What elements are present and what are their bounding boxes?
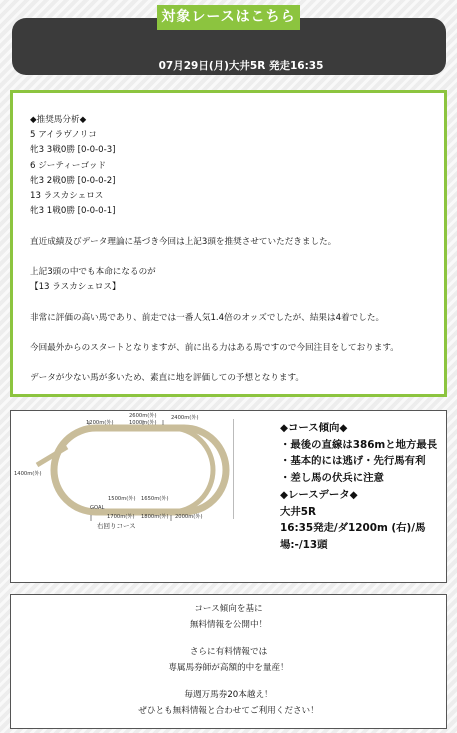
- analysis-panel: [10, 90, 447, 397]
- label-1650: 1650m(外): [141, 496, 169, 502]
- horse-1-name: 5 アイラヴノリコ: [30, 130, 97, 141]
- horse-1-record: 牝3 3戦0勝 [0-0-0-3]: [30, 145, 116, 156]
- course-divider: [233, 419, 234, 519]
- pick-horse: 【13 ラスカシェロス】: [30, 282, 121, 293]
- promo-line: ぜひとも無料情報と合わせてご利用ください！: [138, 705, 319, 716]
- analysis-paragraph-1: 直近成績及びデータ理論に基づき今回は上記3頭を推奨させていただきました。: [30, 236, 337, 247]
- promo-line: 毎週万馬券20本越え！: [184, 690, 273, 701]
- course-info: [280, 420, 445, 554]
- race-details: 16:35発走/ダ1200m (右)/馬場:-/13頭: [280, 522, 426, 551]
- label-2000: 2000m(外): [175, 514, 203, 520]
- promo-line: 専属馬券師が高額的中を量産！: [168, 662, 289, 673]
- track-diagram: [11, 411, 233, 582]
- label-1200: 1200m(外): [86, 420, 114, 426]
- horse-2-name: 6 ジーティーゴッド: [30, 160, 107, 171]
- label-2600: 2600m(外): [129, 413, 157, 419]
- label-2400: 2400m(外): [171, 415, 199, 421]
- label-goal: GOAL: [90, 505, 105, 511]
- direction-label: 右回りコース: [97, 522, 136, 530]
- race-name: 大井5R: [280, 505, 317, 518]
- course-trend-1: ・最後の直線は386mと地方最長: [280, 438, 438, 451]
- horse-3-record: 牝3 1戦0勝 [0-0-0-1]: [30, 206, 116, 217]
- analysis-paragraph-4: データが少ない馬が多いため、素直に地を評価しての予想となります。: [30, 373, 304, 384]
- horse-2-record: 牝3 2戦0勝 [0-0-0-2]: [30, 175, 116, 186]
- course-map: [11, 411, 233, 582]
- analysis-paragraph-2: 非常に評価の高い馬であり、前走では一番人気1.4倍のオッズでしたが、結果は4着でした。: [30, 312, 385, 323]
- label-1500: 1500m(外): [108, 496, 136, 502]
- promo-line: 無料情報を公開中！: [189, 619, 268, 630]
- course-panel: [10, 410, 447, 583]
- track-name: OI RACECOURSE: [83, 468, 154, 476]
- course-trend-heading: ◆コース傾向◆: [280, 422, 348, 434]
- analysis-heading: ◆推奨馬分析◆: [30, 115, 87, 125]
- race-data-heading: ◆レースデータ◆: [280, 488, 358, 501]
- label-1700: 1700m(外): [107, 514, 135, 520]
- label-1000: 1000m(外): [129, 420, 157, 426]
- race-info: 07月29日(月)大井5R 発走16:35: [158, 60, 324, 72]
- pick-intro: 上記3頭の中でも本命になるのが: [30, 267, 156, 277]
- label-1400: 1400m(外): [14, 471, 42, 477]
- horse-3-name: 13 ラスカシェロス: [30, 191, 104, 202]
- promo-panel: [10, 594, 447, 729]
- analysis-paragraph-3: 今回最外からのスタートとなりますが、前に出る力はある馬ですので今回注目をしております。: [30, 342, 399, 353]
- label-1800: 1800m(外): [141, 514, 169, 520]
- course-trend-3: ・差し馬の伏兵に注意: [280, 472, 384, 485]
- course-trend-2: ・基本的には逃げ・先行馬有利: [280, 455, 426, 468]
- promo-line: コース傾向を基に: [194, 604, 263, 614]
- promo-line: さらに有料情報では: [189, 647, 268, 658]
- header-title-badge: 対象レースはこちら: [157, 5, 300, 30]
